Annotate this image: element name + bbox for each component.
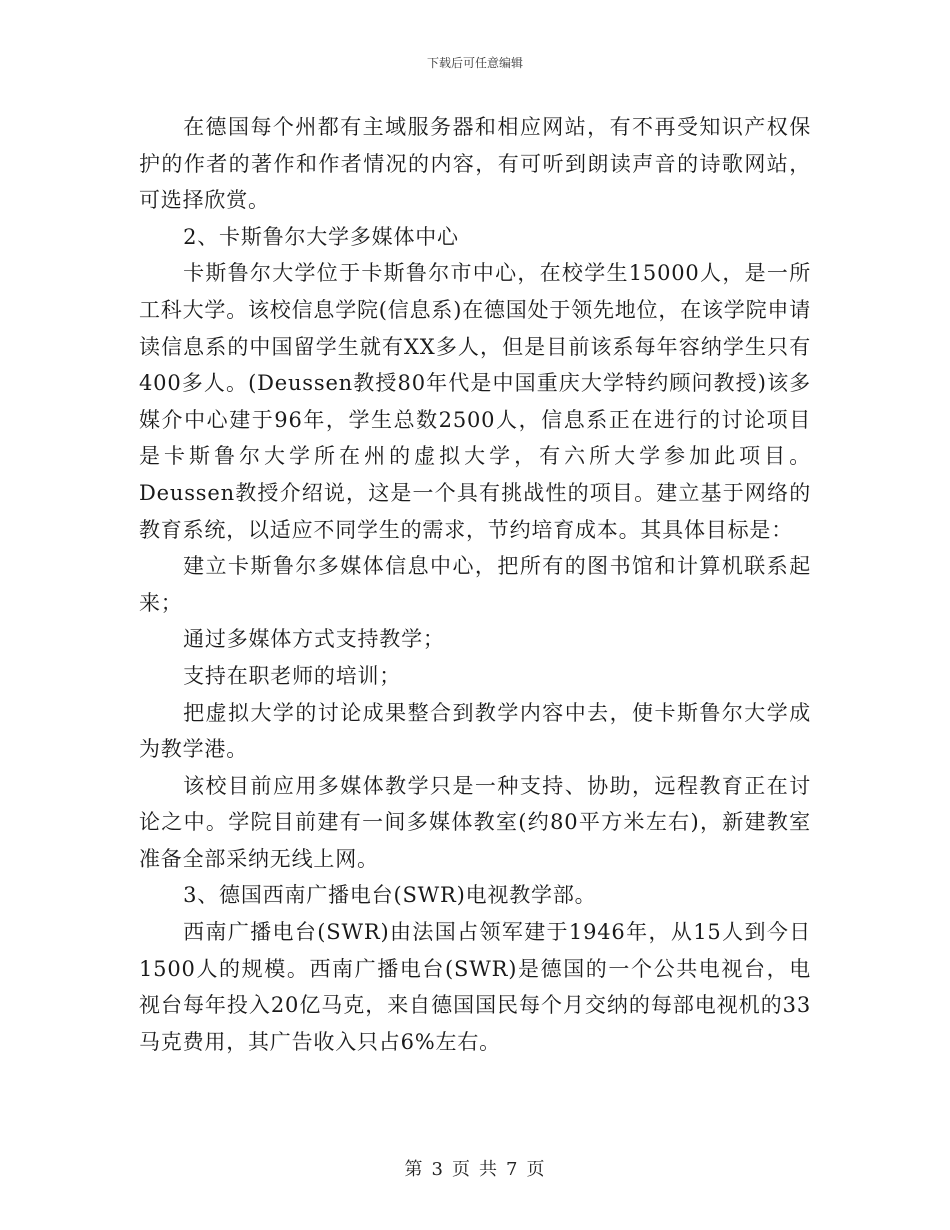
total-pages-number: 7 <box>506 1159 519 1180</box>
list-item: 通过多媒体方式支持教学； <box>183 627 445 652</box>
paragraph: 该校目前应用多媒体教学只是一种支持、协助，远程教育正在讨论之中。学院目前建有一间多媒体教室(约80平方米左右)，新建教室准备全部采纳无线上网。 <box>139 773 811 871</box>
footer-suffix: 页 <box>526 1159 546 1180</box>
footer-prefix: 第 <box>404 1159 424 1180</box>
footer-page-word: 页 <box>452 1159 471 1180</box>
footer-total-word: 共 <box>479 1159 498 1180</box>
paragraph: 卡斯鲁尔大学位于卡斯鲁尔市中心，在校学生15000人，是一所工科大学。该校信息学院(信息系)在德国处于领先地位，在该学院申请读信息系的中国留学生就有XX多人，但是目前该系每年容纳学生只有400多人。(Deussen教授80年代是中国重庆大学特约顾问教授)该多媒介中心建于96年，学生总数2500人，信息系正在进行的讨论项目是卡斯鲁尔大学所在州的虚拟大学，有六所大学参加此项目。Deussen教授介绍说，这是一个具有挑战性的项目。建立基于网络的教育系统，以适应不同学生的需求，节约培育成本。其具体目标是： <box>139 261 811 542</box>
paragraph: 在德国每个州都有主域服务器和相应网站，有不再受知识产权保护的作者的著作和作者情况的内容，有可听到朗读声音的诗歌网站，可选择欣赏。 <box>139 115 811 213</box>
paragraph: 西南广播电台(SWR)由法国占领军建于1946年，从15人到今日1500人的规模。西南广播电台(SWR)是德国的一个公共电视台，电视台每年投入20亿马克，来自德国国民每个月交纳的每部电视机的33马克费用，其广告收入只占6%左右。 <box>139 920 811 1054</box>
document-body <box>139 109 811 1060</box>
list-item: 建立卡斯鲁尔多媒体信息中心，把所有的图书馆和计算机联系起来； <box>139 554 811 615</box>
page-footer <box>0 1155 950 1181</box>
section-heading: 2、卡斯鲁尔大学多媒体中心 <box>183 224 459 249</box>
section-heading: 3、德国西南广播电台(SWR)电视教学部。 <box>183 883 597 908</box>
page-header: 下载后可任意编辑 <box>426 56 523 70</box>
list-item: 支持在职老师的培训； <box>183 663 402 688</box>
list-item: 把虚拟大学的讨论成果整合到教学内容中去，使卡斯鲁尔大学成为教学港。 <box>139 700 811 762</box>
current-page-number: 3 <box>431 1159 444 1180</box>
